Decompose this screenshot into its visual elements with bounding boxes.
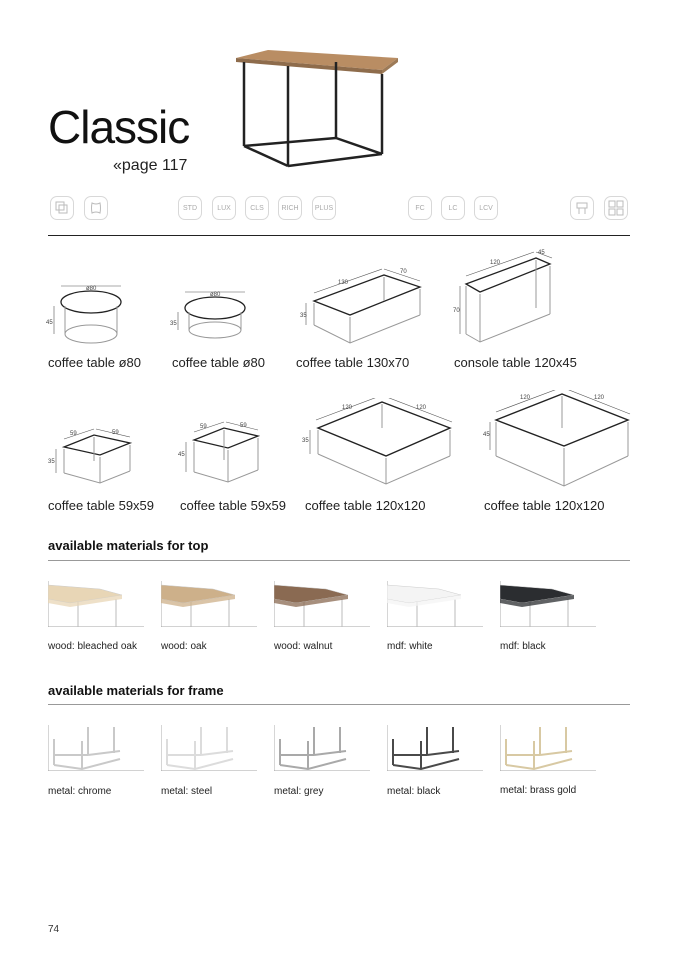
std-icon[interactable]: STD bbox=[178, 196, 202, 220]
svg-text:120: 120 bbox=[490, 260, 501, 266]
svg-text:120: 120 bbox=[520, 395, 531, 401]
top-material-swatch[interactable] bbox=[161, 577, 257, 627]
page-number: 74 bbox=[48, 924, 60, 935]
lcv-icon[interactable]: LCV bbox=[474, 196, 498, 220]
frame-material-swatch[interactable] bbox=[274, 721, 370, 771]
top-material-swatch[interactable] bbox=[48, 577, 144, 627]
frame-material-label: metal: chrome bbox=[48, 786, 112, 797]
svg-text:120: 120 bbox=[342, 405, 353, 411]
page-title: Classic bbox=[48, 101, 190, 153]
header-divider bbox=[48, 235, 630, 236]
svg-text:35: 35 bbox=[170, 321, 177, 327]
top-material-label: mdf: black bbox=[500, 641, 546, 652]
svg-text:130: 130 bbox=[338, 280, 349, 286]
table-label-4: console table 120x45 bbox=[454, 355, 577, 370]
materials-top-divider bbox=[48, 560, 630, 561]
table-label-8: coffee table 120x120 bbox=[484, 498, 605, 513]
table-label-3: coffee table 130x70 bbox=[296, 355, 410, 370]
table-label-7: coffee table 120x120 bbox=[305, 498, 426, 513]
table-drawing-5 bbox=[44, 425, 134, 493]
svg-text:59: 59 bbox=[240, 423, 247, 429]
table-drawing-2 bbox=[168, 288, 258, 348]
leather-icon[interactable] bbox=[84, 196, 108, 220]
hero-table-image bbox=[232, 48, 402, 173]
svg-text:59: 59 bbox=[200, 424, 207, 430]
frame-material-label: metal: grey bbox=[274, 786, 324, 797]
frame-material-swatch[interactable] bbox=[387, 721, 483, 771]
frame-material-label: metal: steel bbox=[161, 786, 213, 797]
svg-text:120: 120 bbox=[416, 405, 427, 411]
frame-material-label: metal: brass gold bbox=[500, 785, 577, 796]
materials-top-heading: available materials for top bbox=[48, 538, 209, 553]
frame-material-swatch[interactable] bbox=[500, 721, 596, 771]
frame-material-swatch[interactable] bbox=[161, 721, 257, 771]
svg-text:59: 59 bbox=[112, 430, 119, 436]
table-drawing-7 bbox=[300, 398, 460, 490]
table-label-6: coffee table 59x59 bbox=[180, 498, 287, 513]
top-material-swatch[interactable] bbox=[274, 577, 370, 627]
fc-icon[interactable]: FC bbox=[408, 196, 432, 220]
svg-text:35: 35 bbox=[300, 313, 307, 319]
svg-text:35: 35 bbox=[48, 459, 55, 465]
top-material-label: wood: walnut bbox=[274, 641, 333, 652]
layout-icon[interactable] bbox=[604, 196, 628, 220]
svg-text:45: 45 bbox=[46, 320, 53, 326]
svg-text:45: 45 bbox=[538, 250, 545, 256]
table-label-5: coffee table 59x59 bbox=[48, 498, 155, 513]
lc-icon[interactable]: LC bbox=[441, 196, 465, 220]
rich-icon[interactable]: RICH bbox=[278, 196, 302, 220]
table-drawing-1 bbox=[44, 282, 134, 348]
materials-icon[interactable] bbox=[50, 196, 74, 220]
feature-icon-row bbox=[48, 196, 630, 226]
frame-material-swatch[interactable] bbox=[48, 721, 144, 771]
materials-frame-divider bbox=[48, 704, 630, 705]
plus-icon[interactable]: PLUS bbox=[312, 196, 336, 220]
svg-text:ø80: ø80 bbox=[86, 286, 97, 292]
svg-text:59: 59 bbox=[70, 431, 77, 437]
frame-material-label: metal: black bbox=[387, 786, 441, 797]
table-drawing-6 bbox=[176, 420, 266, 490]
table-drawing-8 bbox=[482, 390, 634, 490]
page-reference[interactable]: «page 117 bbox=[113, 157, 188, 174]
svg-text:45: 45 bbox=[178, 452, 185, 458]
lux-icon[interactable]: LUX bbox=[212, 196, 236, 220]
table-label-2: coffee table ø80 bbox=[172, 355, 265, 370]
top-material-swatch[interactable] bbox=[500, 577, 596, 627]
table-label-1: coffee table ø80 bbox=[48, 355, 141, 370]
top-material-label: mdf: white bbox=[387, 641, 433, 652]
top-material-label: wood: oak bbox=[161, 641, 207, 652]
svg-text:35: 35 bbox=[302, 438, 309, 444]
svg-text:70: 70 bbox=[453, 308, 460, 314]
svg-text:120: 120 bbox=[594, 395, 605, 401]
table-drawing-4 bbox=[450, 246, 560, 346]
chair-icon[interactable] bbox=[570, 196, 594, 220]
svg-text:45: 45 bbox=[483, 432, 490, 438]
top-material-swatch[interactable] bbox=[387, 577, 483, 627]
top-material-label: wood: bleached oak bbox=[48, 641, 137, 652]
svg-text:ø80: ø80 bbox=[210, 292, 221, 298]
cls-icon[interactable]: CLS bbox=[245, 196, 269, 220]
table-drawing-3 bbox=[296, 265, 426, 350]
svg-text:70: 70 bbox=[400, 269, 407, 275]
materials-frame-heading: available materials for frame bbox=[48, 683, 224, 698]
